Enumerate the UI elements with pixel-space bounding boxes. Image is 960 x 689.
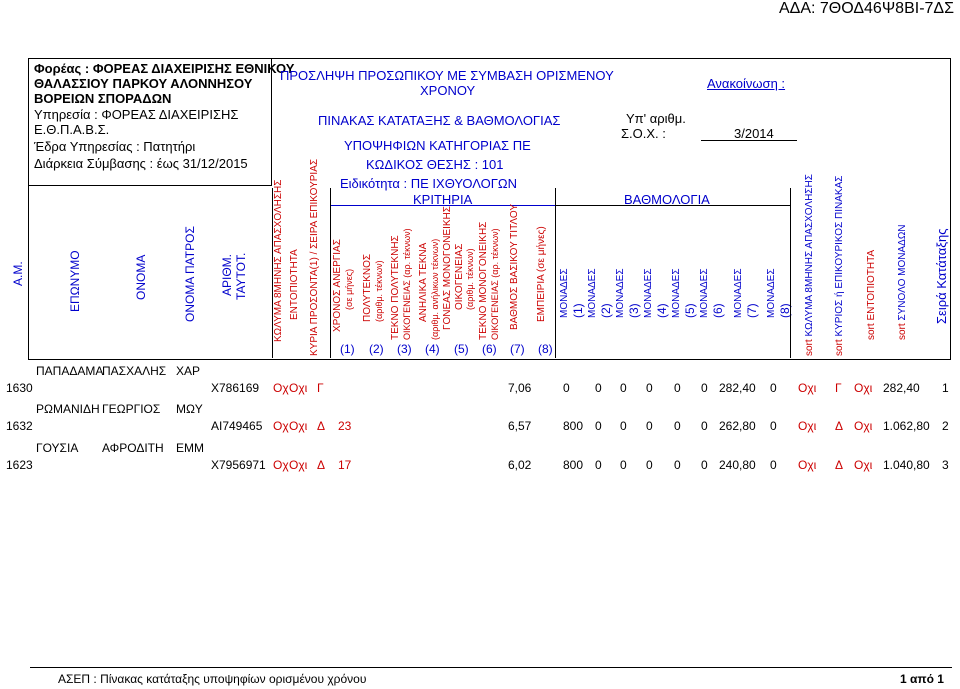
col-monades-6-num: (6) — [711, 303, 725, 318]
foreas-line1: Φορέας : ΦΟΡΕΑΣ ΔΙΑΧΕΙΡΙΣΗΣ ΕΘΝΙΚΟΥ — [34, 61, 295, 76]
col-k3-line1: ΤΕΚΝΟ ΠΟΛΥΤΕΚΝΗΣ — [390, 235, 401, 340]
anakoinosi: Ανακοίνωση : — [707, 76, 786, 91]
row-m5: 0 — [674, 458, 681, 472]
row-k7: 6,02 — [508, 458, 532, 472]
sort-prefix: sort — [834, 339, 845, 356]
row-s-entop: Οχι — [854, 419, 873, 433]
col-monades-8-num: (8) — [778, 303, 792, 318]
row-m6: 0 — [701, 381, 708, 395]
row-eponymo: ΓΟΥΣΙΑ — [36, 441, 79, 455]
row-m6: 0 — [701, 458, 708, 472]
col-k5-line3: (αριθμ. τέκνων) — [465, 248, 475, 310]
page-number: 1 από 1 — [900, 672, 944, 686]
col-eponymo: ΕΠΩΝΥΜΟ — [68, 250, 82, 312]
row-onoma: ΓΕΩΡΓΙΟΣ — [102, 402, 161, 416]
eidikotita: Ειδικότητα : ΠΕ ΙΧΘΥΟΛΟΓΩΝ — [340, 176, 517, 191]
col-k2-line2: (αριθμ. τέκνων) — [374, 260, 384, 322]
col-k6-line1: ΤΕΚΝΟ ΜΟΝΟΓΟΝΕΙΚΗΣ — [478, 221, 489, 340]
row-s-synolo: 1.040,80 — [883, 458, 930, 472]
col-monades-6: ΜΟΝΑΔΕΣ — [699, 268, 710, 318]
row-s-entop: Οχι — [854, 381, 873, 395]
crit-num-1: (1) — [340, 342, 355, 356]
col-k4-line2: (αριθμ. ανήλικων τέκνων) — [430, 238, 440, 340]
row-m2: 0 — [595, 458, 602, 472]
row-k7: 7,06 — [508, 381, 532, 395]
row-m6: 0 — [701, 419, 708, 433]
row-kyria: Γ — [317, 381, 324, 395]
vathmologia-underline — [555, 205, 790, 206]
edra: Έδρα Υπηρεσίας : Πατητήρι — [34, 139, 196, 154]
row-m4: 0 — [646, 419, 653, 433]
row-s-kyrios: Δ — [835, 458, 844, 472]
col-monades-7: ΜΟΝΑΔΕΣ — [733, 268, 744, 318]
row-onoma: ΠΑΣΧΑΛΗΣ — [102, 364, 167, 378]
col-k1-line1: ΧΡΟΝΟΣ ΑΝΕΡΓΙΑΣ — [332, 239, 343, 332]
row-am: 1630 — [6, 381, 33, 395]
col-k8: ΕΜΠΕΙΡΙΑ (σε μήνες) — [536, 226, 547, 322]
col-sort-synolo — [897, 224, 908, 340]
row-s-kolyma: Οχι — [798, 458, 817, 472]
row-m7: 282,40 — [719, 381, 756, 395]
row-k1: 17 — [338, 458, 352, 472]
crit-num-4: (4) — [425, 342, 440, 356]
row-s-kolyma: Οχι — [798, 419, 817, 433]
ypopsifion-title: ΥΠΟΨΗΦΙΩΝ ΚΑΤΗΓΟΡΙΑΣ ΠΕ — [344, 138, 531, 153]
ypiresia-line1: Υπηρεσία : ΦΟΡΕΑΣ ΔΙΑΧΕΙΡΙΣΗΣ — [34, 107, 239, 122]
col-entopiotita: ΕΝΤΟΠΙΟΤΗΤΑ — [289, 249, 300, 320]
row-taut: ΑΙ749465 — [211, 419, 263, 433]
row-onoma: ΑΦΡΟΔΙΤΗ — [102, 441, 164, 455]
row-entop: Οχι — [289, 458, 308, 472]
sox-value: 3/2014 — [734, 126, 774, 141]
row-entop: Οχι — [289, 381, 308, 395]
title-line2: ΧΡΟΝΟΥ — [420, 83, 476, 98]
row-m5: 0 — [674, 381, 681, 395]
row-am: 1632 — [6, 419, 33, 433]
row-s-entop: Οχι — [854, 458, 873, 472]
crit-num-7: (7) — [510, 342, 525, 356]
row-kyria: Δ — [317, 419, 326, 433]
row-eponymo: ΡΩΜΑΝΙΔΗ — [36, 402, 100, 416]
diarkeia: Διάρκεια Σύμβασης : έως 31/12/2015 — [34, 156, 248, 171]
col-k7: ΒΑΘΜΟΣ ΒΑΣΙΚΟΥ ΤΙΤΛΟΥ — [509, 203, 520, 330]
col-monades-3: ΜΟΝΑΔΕΣ — [615, 268, 626, 318]
sort-kyrios-label: ΚΥΡΙΟΣ ή ΕΠΙΚΟΥΡΙΚΟΣ ΠΙΝΑΚΑΣ — [834, 175, 845, 337]
footer-text: ΑΣΕΠ : Πίνακας κατάταξης υποψηφίων ορισμένου χρόνου — [58, 672, 367, 686]
row-m5: 0 — [674, 419, 681, 433]
row-patros: ΜΩΥ — [176, 402, 203, 416]
col-monades-2: ΜΟΝΑΔΕΣ — [587, 268, 598, 318]
row-patros: ΧΑΡ — [176, 364, 201, 378]
row-m7: 240,80 — [719, 458, 756, 472]
col-monades-2-num: (2) — [599, 303, 613, 318]
col-monades-1-num: (1) — [571, 303, 585, 318]
divider — [272, 188, 273, 358]
title-line1: ΠΡΟΣΛΗΨΗ ΠΡΟΣΩΠΙΚΟΥ ΜΕ ΣΥΜΒΑΣΗ ΟΡΙΣΜΕΝΟΥ — [280, 68, 614, 83]
col-arithm-2: ΤΑΥΤΟΤ. — [234, 252, 248, 300]
row-m8: 0 — [770, 458, 777, 472]
col-monades-4: ΜΟΝΑΔΕΣ — [643, 268, 654, 318]
row-m3: 0 — [620, 419, 627, 433]
crit-num-2: (2) — [369, 342, 384, 356]
crit-num-8: (8) — [538, 342, 553, 356]
ada-code: ΑΔΑ: 7ΘΟΔ46Ψ8ΒΙ-7ΔΣ — [778, 0, 954, 17]
yp-arithm: Υπ' αριθμ. — [626, 111, 686, 126]
row-eponymo: ΠΑΠΑΔΑΜΑ — [36, 364, 104, 378]
row-patros: ΕΜΜ — [176, 441, 204, 455]
col-k5-line1: ΓΟΝΕΑΣ ΜΟΝΟΓΟΝΕΙΚΗΣ — [442, 206, 453, 330]
col-k4-line1: ΑΝΗΛΙΚΑ ΤΕΚΝΑ — [418, 242, 429, 322]
sox-label: Σ.Ο.Χ. : — [621, 126, 666, 141]
row-m4: 0 — [646, 381, 653, 395]
row-m8: 0 — [770, 419, 777, 433]
row-m8: 0 — [770, 381, 777, 395]
col-arithm-1: ΑΡΙΘΜ. — [220, 253, 234, 296]
row-entop: Οχι — [289, 419, 308, 433]
pinakas-title: ΠΙΝΑΚΑΣ ΚΑΤΑΤΑΞΗΣ & ΒΑΘΜΟΛΟΓΙΑΣ — [318, 113, 561, 128]
divider — [555, 188, 556, 358]
col-k3-line2: ΟΙΚΟΓΕΝΕΙΑΣ (αρ. τέκνων) — [402, 228, 412, 340]
col-k1-line2: (σε μήνες) — [344, 268, 354, 310]
row-kolyma: Οχ — [273, 381, 289, 395]
kritiria-header: ΚΡΙΤΗΡΙΑ — [413, 192, 473, 207]
col-k2-line1: ΠΟΛΥΤΕΚΝΟΣ — [362, 253, 373, 322]
divider — [790, 188, 791, 358]
row-s-synolo: 1.062,80 — [883, 419, 930, 433]
sort-prefix: sort — [866, 323, 877, 340]
col-monades-1: ΜΟΝΑΔΕΣ — [559, 268, 570, 318]
row-seira: 3 — [942, 458, 949, 472]
vathmologia-header: ΒΑΘΜΟΛΟΓΙΑ — [624, 192, 710, 207]
col-sort-kolyma — [804, 174, 815, 356]
row-seira: 1 — [942, 381, 949, 395]
sort-prefix: sort — [804, 339, 815, 356]
col-k5-line2: ΟΙΚΟΓΕΝΕΙΑΣ — [454, 243, 465, 310]
row-kyria: Δ — [317, 458, 326, 472]
row-s-kyrios: Δ — [835, 419, 844, 433]
col-seira: Σειρά Κατάταξης — [934, 228, 949, 324]
col-sort-kyrios — [834, 176, 845, 356]
foreas-line3: ΒΟΡΕΙΩΝ ΣΠΟΡΑΔΩΝ — [34, 91, 172, 106]
row-kolyma: Οχ — [273, 419, 289, 433]
row-seira: 2 — [942, 419, 949, 433]
crit-num-3: (3) — [397, 342, 412, 356]
row-m2: 0 — [595, 419, 602, 433]
col-onoma-patros: ΟΝΟΜΑ ΠΑΤΡΟΣ — [183, 226, 197, 322]
foreas-line2: ΘΑΛΑΣΣΙΟΥ ΠΑΡΚΟΥ ΑΛΟΝΝΗΣΟΥ — [34, 76, 253, 91]
row-m4: 0 — [646, 458, 653, 472]
col-am: Α.Μ. — [11, 261, 25, 286]
col-monades-4-num: (4) — [655, 303, 669, 318]
row-am: 1623 — [6, 458, 33, 472]
col-monades-7-num: (7) — [745, 303, 759, 318]
sox-underline — [701, 140, 797, 141]
kodikos-thesis: ΚΩΔΙΚΟΣ ΘΕΣΗΣ : 101 — [366, 157, 504, 172]
col-kyria-prosonta: ΚΥΡΙΑ ΠΡΟΣΟΝΤΑ(1) / ΣΕΙΡΑ ΕΠΙΚΟΥΡΙΑΣ — [309, 158, 320, 356]
row-m2: 0 — [595, 381, 602, 395]
row-s-kolyma: Οχι — [798, 381, 817, 395]
col-monades-8: ΜΟΝΑΔΕΣ — [766, 268, 777, 318]
row-s-kyrios: Γ — [835, 381, 842, 395]
row-k7: 6,57 — [508, 419, 532, 433]
row-taut: Χ7956971 — [211, 458, 266, 472]
footer-rule — [30, 667, 952, 668]
sort-prefix: sort — [897, 323, 908, 340]
col-onoma: ΟΝΟΜΑ — [134, 254, 148, 300]
col-sort-entopiotita — [866, 250, 877, 340]
crit-num-5: (5) — [454, 342, 469, 356]
row-s-synolo: 282,40 — [883, 381, 920, 395]
row-m3: 0 — [620, 458, 627, 472]
row-taut: Χ786169 — [211, 381, 260, 395]
sort-kolyma-label: ΚΩΛΥΜΑ 8ΜΗΝΗΣ ΑΠΑΣΧΟΛΗΣΗΣ — [804, 174, 815, 337]
crit-num-6: (6) — [482, 342, 497, 356]
sort-entopiotita-label: ΕΝΤΟΠΙΟΤΗΤΑ — [866, 249, 877, 321]
row-m7: 262,80 — [719, 419, 756, 433]
row-kolyma: Οχ — [273, 458, 289, 472]
row-m1: 800 — [563, 419, 584, 433]
row-m1: 0 — [563, 381, 570, 395]
row-m3: 0 — [620, 381, 627, 395]
row-k1: 23 — [338, 419, 352, 433]
col-monades-5-num: (5) — [683, 303, 697, 318]
col-monades-5: ΜΟΝΑΔΕΣ — [671, 268, 682, 318]
sort-synolo-label: ΣΥΝΟΛΟ ΜΟΝΑΔΩΝ — [897, 224, 908, 321]
divider — [330, 188, 331, 358]
ypiresia-line2: Ε.Θ.Π.Α.Β.Σ. — [34, 122, 110, 137]
row-m1: 800 — [563, 458, 584, 472]
col-kolyma: ΚΩΛΥΜΑ 8ΜΗΝΗΣ ΑΠΑΣΧΟΛΗΣΗΣ — [273, 179, 284, 342]
col-monades-3-num: (3) — [627, 303, 641, 318]
col-k6-line2: ΟΙΚΟΓΕΝΕΙΑΣ (αρ. τέκνων) — [490, 228, 500, 340]
